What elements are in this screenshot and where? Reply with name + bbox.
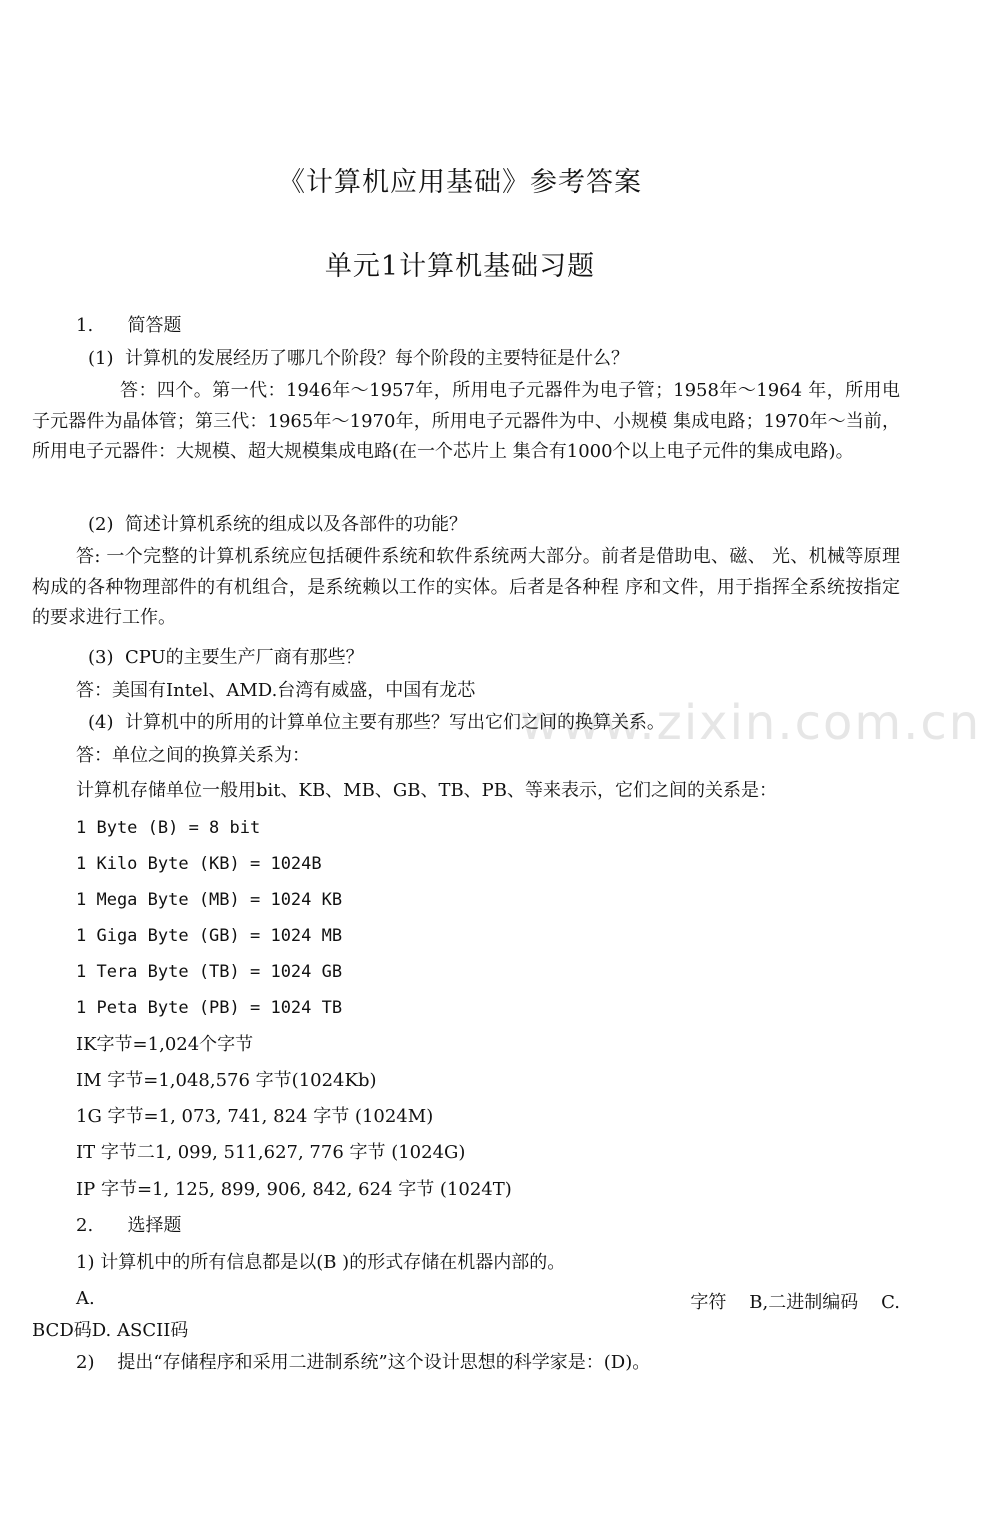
option-a: A. [76, 1288, 95, 1309]
unit-title: 单元1计算机基础习题 [324, 251, 596, 282]
choice-question-1: 1) 计算机中的所有信息都是以(B )的形式存储在机器内部的。 [76, 1252, 566, 1273]
byte-line: IM 字节=1,048,576 字节(1024Kb) [76, 1070, 377, 1091]
watermark: www.zixin.com.cn [520, 695, 981, 751]
choice-question-2: 2) 提出“存储程序和采用二进制系统”这个设计思想的科学家是：(D)。 [76, 1352, 651, 1373]
unit-line: 1 Tera Byte (TB) = 1024 GB [76, 962, 343, 982]
unit-line: 1 Peta Byte (PB) = 1024 TB [76, 998, 343, 1018]
option-cd: BCD码D. ASCII码 [32, 1320, 189, 1341]
answer-3: 答：美国有Intel、AMD.台湾有威盛，中国有龙芯 [76, 680, 476, 701]
question-4: (4) 计算机中的所用的计算单位主要有那些？写出它们之间的换算关系。 [88, 712, 665, 733]
question-2: (2) 简述计算机系统的组成以及各部件的功能？ [88, 514, 467, 535]
byte-line: IK字节=1,024个字节 [76, 1034, 254, 1055]
answer-1: 答：四个。第一代：1946年〜1957年，所用电子元器件为电子管；1958年〜1964 年，所用电子元器件为晶体管；第三代：1965年〜1970年，所用电子元器件为中、小规模 集成电路；1970年〜当前，所用电子元器件：大规模、超大规模集成电路(在一个芯片上 集合有1000个以上电子元件的集成电路)。 [32, 380, 900, 462]
option-bc: 字符 B,二进制编码 C. [690, 1292, 900, 1313]
answer-2: 答: 一个完整的计算机系统应包括硬件系统和软件系统两大部分。前者是借助电、磁、 光、机械等原理构成的各种物理部件的有机组合，是系统赖以工作的实体。后者是各种程 序和文件，用于指挥全系统按指定的要求进行工作。 [32, 546, 900, 628]
unit-line: 1 Byte (B) = 8 bit [76, 818, 261, 838]
byte-line: 1G 字节=1, 073, 741, 824 字节 (1024M) [76, 1106, 434, 1127]
unit-line: 1 Giga Byte (GB) = 1024 MB [76, 926, 343, 946]
unit-line: 1 Mega Byte (MB) = 1024 KB [76, 890, 343, 910]
answer-4-intro: 答：单位之间的换算关系为： [76, 745, 310, 766]
answer-4-desc: 计算机存储单位一般用bit、KB、MB、GB、TB、PB、等来表示，它们之间的关系是： [76, 780, 778, 801]
section2-heading: 2. 选择题 [76, 1215, 182, 1236]
unit-line: 1 Kilo Byte (KB) = 1024B [76, 854, 322, 874]
section1-heading: 1. 简答题 [76, 315, 182, 336]
byte-line: IT 字节二1, 099, 511,627, 776 字节 (1024G) [76, 1142, 466, 1163]
byte-line: IP 字节=1, 125, 899, 906, 842, 624 字节 (1024T) [76, 1179, 512, 1200]
document-title: 《计算机应用基础》参考答案 [278, 167, 642, 198]
question-1: (1) 计算机的发展经历了哪几个阶段？每个阶段的主要特征是什么？ [88, 348, 629, 369]
question-3: (3) CPU的主要生产厂商有那些？ [88, 647, 364, 668]
